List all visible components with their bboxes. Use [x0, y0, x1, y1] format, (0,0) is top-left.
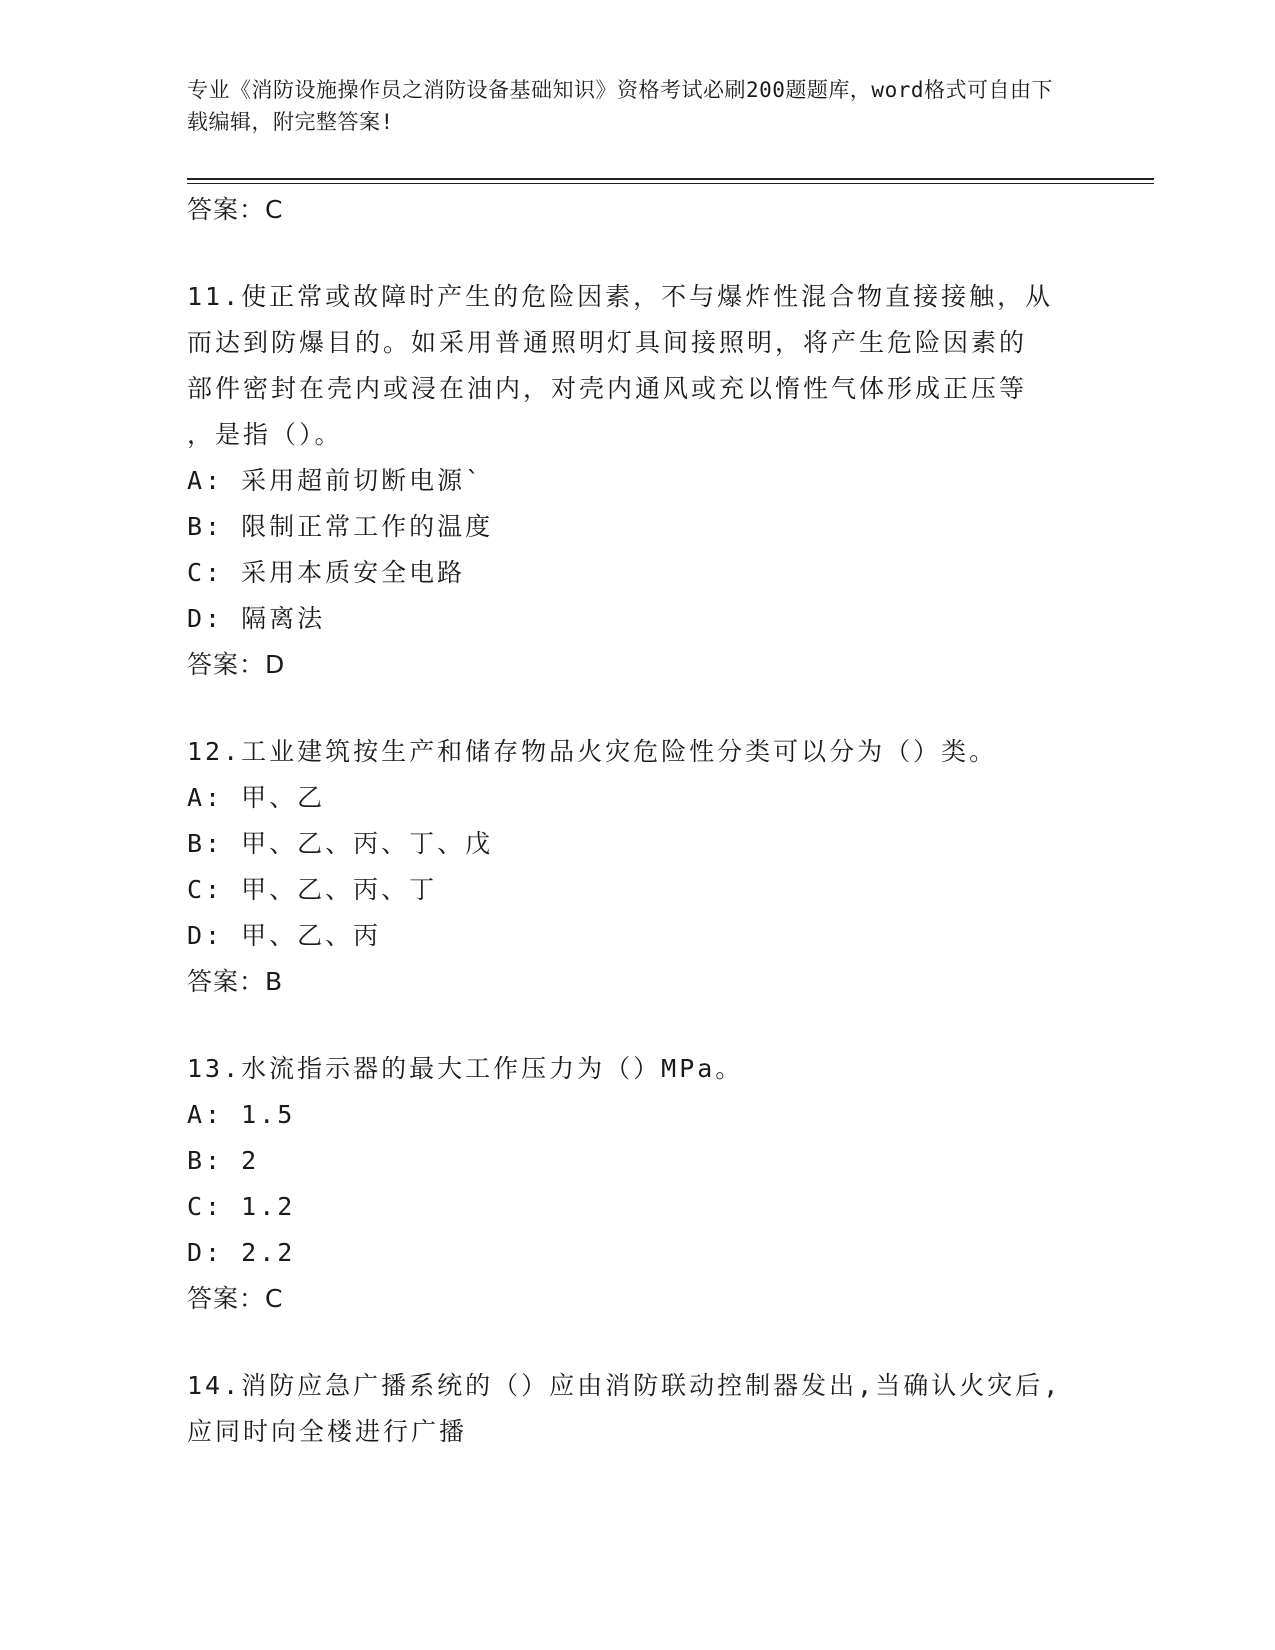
- option-b: B: 甲、乙、丙、丁、戊: [187, 829, 494, 858]
- option-a: A: 1.5: [187, 1100, 296, 1129]
- option-c: C: 甲、乙、丙、丁: [187, 875, 438, 904]
- option-c: C: 1.2: [187, 1192, 296, 1221]
- document-body: [187, 187, 1087, 1455]
- option-d: D: 隔离法: [187, 604, 326, 633]
- question-block: [187, 274, 1087, 688]
- spacer: [187, 1322, 1087, 1363]
- question-block: [187, 729, 1087, 1005]
- answer-line: 答案：C: [187, 1284, 284, 1313]
- option-b: B: 2: [187, 1146, 260, 1175]
- question-text-line: 11.使正常或故障时产生的危险因素，不与爆炸性混合物直接接触，从: [187, 282, 1054, 311]
- option-a: A: 采用超前切断电源`: [187, 466, 484, 495]
- question-text-line: ，是指（）。: [187, 420, 343, 449]
- spacer: [187, 1005, 1087, 1046]
- question-text-line: 应同时向全楼进行广播: [187, 1417, 468, 1446]
- question-text-line: 14.消防应急广播系统的（）应由消防联动控制器发出,当确认火灾后,: [187, 1371, 1062, 1400]
- question-text-line: 部件密封在壳内或浸在油内，对壳内通风或充以惰性气体形成正压等: [187, 374, 1028, 403]
- option-d: D: 2.2: [187, 1238, 296, 1267]
- header-divider-thin: [187, 183, 1154, 184]
- question-text-line: 13.水流指示器的最大工作压力为（）MPa。: [187, 1054, 744, 1083]
- header-divider-thick: [187, 178, 1154, 180]
- question-block: [187, 1363, 1087, 1455]
- option-a: A: 甲、乙: [187, 783, 326, 812]
- question-text-line: 而达到防爆目的。如采用普通照明灯具间接照明，将产生危险因素的: [187, 328, 1028, 357]
- question-block: [187, 1046, 1087, 1322]
- answer-line: 答案：C: [187, 195, 284, 224]
- answer-line: 答案：B: [187, 967, 284, 996]
- option-d: D: 甲、乙、丙: [187, 921, 382, 950]
- spacer: [187, 688, 1087, 729]
- question-text-line: 12.工业建筑按生产和储存物品火灾危险性分类可以分为（）类。: [187, 737, 998, 766]
- answer-line: 答案：D: [187, 650, 286, 679]
- option-b: B: 限制正常工作的温度: [187, 512, 494, 541]
- document-header: 专业《消防设施操作员之消防设备基础知识》资格考试必刷200题题库，word格式可自由下载编辑，附完整答案!: [187, 78, 1053, 134]
- option-c: C: 采用本质安全电路: [187, 558, 466, 587]
- spacer: [187, 233, 1087, 274]
